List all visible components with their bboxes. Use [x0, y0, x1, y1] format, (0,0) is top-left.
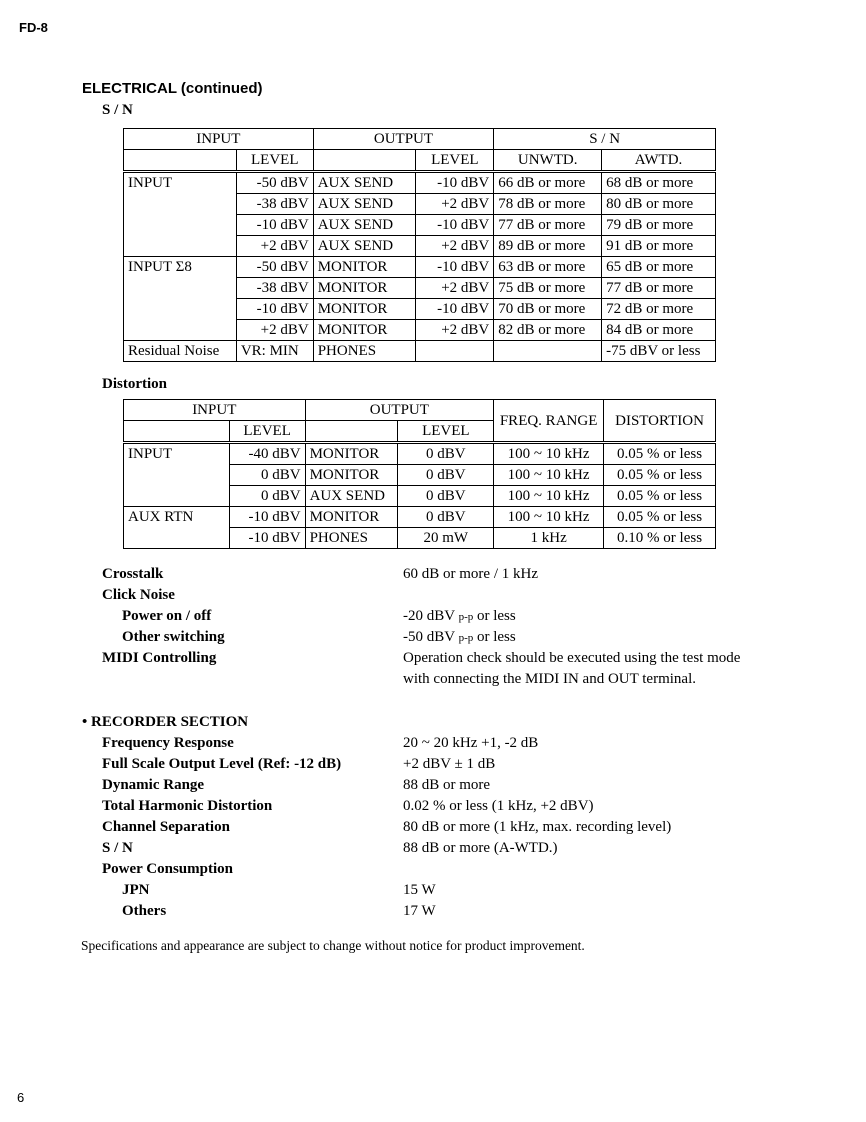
- row-input-level: -40 dBV: [229, 443, 305, 465]
- row-input: INPUT Σ8: [124, 257, 237, 278]
- row-input-level: -10 dBV: [229, 507, 305, 528]
- row-output: PHONES: [313, 341, 416, 362]
- power-onoff-value: -20 dBV p-p or less: [403, 608, 516, 624]
- table-row: [124, 320, 716, 341]
- row-output: AUX SEND: [313, 215, 416, 236]
- other-switching-value: -50 dBV p-p or less: [403, 629, 516, 645]
- row-output-level: 0 dBV: [398, 465, 494, 486]
- row-input: INPUT: [124, 172, 237, 194]
- doc-code: FD-8: [19, 20, 48, 35]
- dist-header-freq: FREQ. RANGE: [494, 400, 604, 443]
- row-output: MONITOR: [305, 443, 398, 465]
- sn-header-unwtd: UNWTD.: [494, 150, 602, 172]
- row-unwtd: 66 dB or more: [494, 172, 602, 194]
- row-awtd: 84 dB or more: [602, 320, 716, 341]
- row-input-level: +2 dBV: [236, 320, 313, 341]
- row-freq: 100 ~ 10 kHz: [494, 507, 604, 528]
- jpn-label: JPN: [122, 882, 150, 898]
- row-awtd: 72 dB or more: [602, 299, 716, 320]
- row-unwtd: 89 dB or more: [494, 236, 602, 257]
- row-input: AUX RTN: [124, 507, 230, 528]
- full-scale-output-value: +2 dBV ± 1 dB: [403, 756, 496, 772]
- row-output-level: +2 dBV: [416, 320, 494, 341]
- sn-header-level: LEVEL: [236, 150, 313, 172]
- row-output-level: 0 dBV: [398, 507, 494, 528]
- table-row: [124, 465, 716, 486]
- sn-header-input: INPUT: [124, 129, 314, 150]
- row-output-level: +2 dBV: [416, 236, 494, 257]
- crosstalk-value: 60 dB or more / 1 kHz: [403, 566, 538, 582]
- row-input-level: -50 dBV: [236, 172, 313, 194]
- row-input-level: -38 dBV: [236, 278, 313, 299]
- table-row: [124, 257, 716, 278]
- sn-value: 88 dB or more (A-WTD.): [403, 840, 558, 856]
- row-input-level: -10 dBV: [229, 528, 305, 549]
- thd-value: 0.02 % or less (1 kHz, +2 dBV): [403, 798, 594, 814]
- others-label: Others: [122, 903, 167, 919]
- jpn-value: 15 W: [403, 882, 436, 898]
- full-scale-output-label: Full Scale Output Level (Ref: -12 dB): [102, 756, 342, 772]
- section-title: ELECTRICAL (continued): [82, 80, 263, 97]
- sn-header-awtd: AWTD.: [602, 150, 716, 172]
- row-unwtd: 75 dB or more: [494, 278, 602, 299]
- row-distortion: 0.05 % or less: [604, 486, 716, 507]
- row-awtd: 68 dB or more: [602, 172, 716, 194]
- row-output-level: -10 dBV: [416, 299, 494, 320]
- frequency-response-value: 20 ~ 20 kHz +1, -2 dB: [403, 735, 539, 751]
- power-onoff-label: Power on / off: [122, 608, 212, 624]
- midi-value-line-1: Operation check should be executed using the test mode: [403, 650, 741, 666]
- row-input: Residual Noise: [124, 341, 237, 362]
- row-input-level: 0 dBV: [229, 486, 305, 507]
- table-row: [124, 172, 716, 194]
- row-output-level: +2 dBV: [416, 278, 494, 299]
- row-input-level: 0 dBV: [229, 465, 305, 486]
- table-row: [124, 443, 716, 465]
- sn-label: S / N: [102, 840, 133, 856]
- row-distortion: 0.05 % or less: [604, 507, 716, 528]
- dist-header-input: INPUT: [124, 400, 306, 421]
- row-output: AUX SEND: [313, 194, 416, 215]
- row-output-level: 0 dBV: [398, 443, 494, 465]
- thd-label: Total Harmonic Distortion: [102, 798, 273, 814]
- row-awtd: 65 dB or more: [602, 257, 716, 278]
- row-input-level: -10 dBV: [236, 299, 313, 320]
- midi-label: MIDI Controlling: [102, 650, 217, 666]
- table-row: [124, 194, 716, 215]
- row-input-level: VR: MIN: [236, 341, 313, 362]
- sn-header-level-out: LEVEL: [416, 150, 494, 172]
- others-value: 17 W: [403, 903, 436, 919]
- row-unwtd: 82 dB or more: [494, 320, 602, 341]
- dist-header-level-out: LEVEL: [398, 421, 494, 443]
- row-distortion: 0.05 % or less: [604, 465, 716, 486]
- row-output: AUX SEND: [305, 486, 398, 507]
- sn-header-sn: S / N: [494, 129, 716, 150]
- row-output-level: -10 dBV: [416, 257, 494, 278]
- table-row: [124, 507, 716, 528]
- row-awtd: 77 dB or more: [602, 278, 716, 299]
- row-unwtd: [494, 341, 602, 362]
- row-output: MONITOR: [305, 507, 398, 528]
- row-distortion: 0.05 % or less: [604, 443, 716, 465]
- sn-table: [123, 128, 716, 362]
- row-input-level: +2 dBV: [236, 236, 313, 257]
- row-distortion: 0.10 % or less: [604, 528, 716, 549]
- row-output: MONITOR: [313, 278, 416, 299]
- row-input-level: -50 dBV: [236, 257, 313, 278]
- row-unwtd: 77 dB or more: [494, 215, 602, 236]
- dist-header-level: LEVEL: [229, 421, 305, 443]
- midi-value-line-2: with connecting the MIDI IN and OUT terminal.: [403, 671, 696, 687]
- click-noise-label: Click Noise: [102, 587, 175, 603]
- table-row: [124, 341, 716, 362]
- sn-heading: S / N: [102, 102, 133, 118]
- dynamic-range-label: Dynamic Range: [102, 777, 205, 793]
- channel-separation-value: 80 dB or more (1 kHz, max. recording level): [403, 819, 672, 835]
- other-switching-label: Other switching: [122, 629, 225, 645]
- row-awtd: -75 dBV or less: [602, 341, 716, 362]
- power-consumption-label: Power Consumption: [102, 861, 233, 877]
- channel-separation-label: Channel Separation: [102, 819, 230, 835]
- row-output: PHONES: [305, 528, 398, 549]
- row-output-level: -10 dBV: [416, 172, 494, 194]
- row-output-level: [416, 341, 494, 362]
- row-unwtd: 78 dB or more: [494, 194, 602, 215]
- sn-header-output: OUTPUT: [313, 129, 494, 150]
- distortion-heading: Distortion: [102, 376, 167, 392]
- row-output: AUX SEND: [313, 236, 416, 257]
- row-output: MONITOR: [313, 299, 416, 320]
- distortion-table: [123, 399, 716, 549]
- row-output: AUX SEND: [313, 172, 416, 194]
- row-unwtd: 70 dB or more: [494, 299, 602, 320]
- row-output: MONITOR: [313, 257, 416, 278]
- row-freq: 100 ~ 10 kHz: [494, 465, 604, 486]
- table-row: [124, 278, 716, 299]
- row-awtd: 79 dB or more: [602, 215, 716, 236]
- row-freq: 1 kHz: [494, 528, 604, 549]
- row-output: MONITOR: [305, 465, 398, 486]
- row-awtd: 80 dB or more: [602, 194, 716, 215]
- row-output-level: 0 dBV: [398, 486, 494, 507]
- row-freq: 100 ~ 10 kHz: [494, 486, 604, 507]
- frequency-response-label: Frequency Response: [102, 735, 234, 751]
- footer-notice: Specifications and appearance are subject to change without notice for product improvement.: [81, 938, 585, 953]
- dynamic-range-value: 88 dB or more: [403, 777, 491, 793]
- row-output-level: -10 dBV: [416, 215, 494, 236]
- row-unwtd: 63 dB or more: [494, 257, 602, 278]
- dist-header-output: OUTPUT: [305, 400, 494, 421]
- dist-header-distortion: DISTORTION: [604, 400, 716, 443]
- recorder-section-title: • RECORDER SECTION: [82, 714, 249, 730]
- table-row: [124, 528, 716, 549]
- row-output-level: +2 dBV: [416, 194, 494, 215]
- row-input-level: -38 dBV: [236, 194, 313, 215]
- row-freq: 100 ~ 10 kHz: [494, 443, 604, 465]
- table-row: [124, 299, 716, 320]
- table-row: [124, 486, 716, 507]
- page-number: 6: [17, 1090, 25, 1105]
- row-input-level: -10 dBV: [236, 215, 313, 236]
- row-input: INPUT: [124, 443, 230, 465]
- table-row: [124, 215, 716, 236]
- row-awtd: 91 dB or more: [602, 236, 716, 257]
- crosstalk-label: Crosstalk: [102, 566, 164, 582]
- row-output-level: 20 mW: [398, 528, 494, 549]
- table-row: [124, 236, 716, 257]
- row-output: MONITOR: [313, 320, 416, 341]
